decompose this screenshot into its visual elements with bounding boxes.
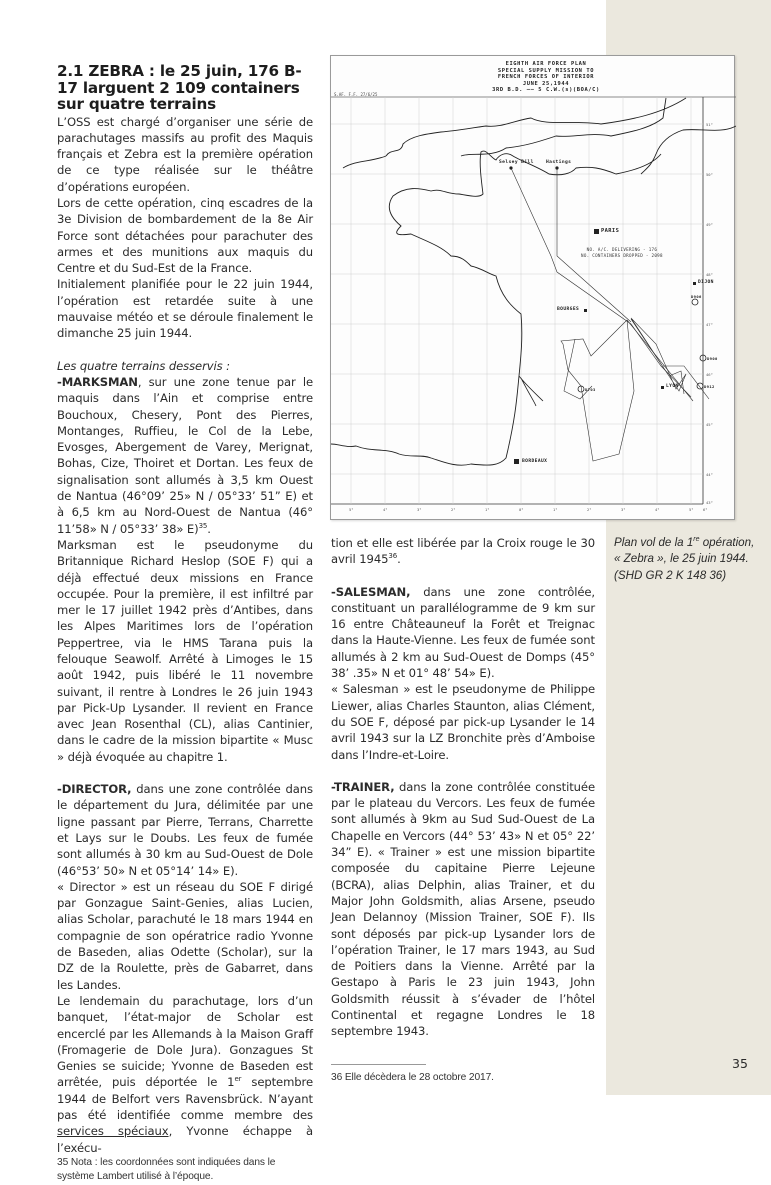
map-label-paris: PARIS — [601, 228, 620, 234]
footnote-ref-36[interactable]: 36 — [388, 552, 398, 561]
lat-tick: 47° — [706, 322, 713, 327]
map-title-line: SPECIAL SUPPLY MISSION TO — [497, 67, 595, 74]
map-delivery-note — [581, 247, 663, 259]
salesman-text: dans une zone contrôlée, constituant un parallélogramme de 9 km sur 16 entre Châteauneuf la Forêt et Treignac dans la Haute-Vienne. Les feux de fumée sont allumés à 2 km au Sud-Ouest de Domps (45° 38’ .35» N et 01° 48’ 54» E). — [331, 584, 595, 681]
lat-tick: 48° — [706, 272, 713, 277]
map-title-line: FRENCH FORCES OF INTERIOR — [497, 74, 595, 81]
flight-plan-map — [330, 55, 735, 520]
lon-tick: 5° — [689, 507, 694, 512]
map-label-dijon: DIJON — [698, 280, 714, 285]
lon-tick: 1° — [485, 507, 490, 512]
director-bio-2-b: septembre 1944 de Belfort vers Ravensbrück. N’ayant pas été identifiée comme membre des — [57, 1075, 313, 1123]
lat-tick: 43° — [706, 500, 713, 505]
lat-tick: 51° — [706, 122, 713, 127]
director-bio-1: « Director » est un réseau du SOE F dirigé par Gonzague Saint-Genies, alias Lucien, alias Scholar, parachuté le 18 mars 1944 en compagnie de son opératrice radio Yvonne de Baseden, alias Odette (Scholar), sur la DZ de la Roulette, près de Gabarret, dans les Landes. — [57, 879, 313, 992]
trainer-text: dans la zone contrôlée constituée par le plateau du Vercors. Les feux de fumée sont allumés à 9km au Sud Sud-Ouest de La Chapelle en Vercors (44° 53’ 43» N et 05° 22’ 34” E). « Trainer » est une mission bipartite composée du capitaine Pierre Lejeune (BCRA), alias Delphin, alias Trainer, et du Major John Goldsmith, alias Arsene, pseudo Jean Delannoy (Mission Trainer, SOE F). Ils sont déposés par pick-up Lysander lors de l’opération Trainer, le 17 mars 1943, au Sud de Poitiers dans la Vienne. Arrêté par la Gestapo à Paris le 23 juin 1943, John Goldsmith réussit à s’évader de l’hôtel Continental et regagne Londres le 18 septembre 1943. — [331, 779, 595, 1039]
marksman-label: -MARKSMAN — [57, 374, 138, 389]
map-caption — [614, 535, 759, 584]
lon-tick: 4° — [655, 507, 660, 512]
map-label-selsey: Selsey Bill — [499, 160, 534, 165]
director-bio-continuation: tion et elle est libérée par la Croix rouge le 30 avril 1945$^{36}$. — [331, 536, 595, 567]
marksman-text: , sur une zone tenue par le maquis dans l’Ain et comprise entre Bouchoux, Chesery, Pont des Pierres, Montanges, Ruffieu, le Col de la Lebe, Evosges, Abergement de Varey, Merignat, Bohas, Cize, Thoiret et Dortan. Les feux de signalisation sont allumés à 3,5 km Ouest de Nantua (46°09’ 25» N / 05°33’ 51” E) et à 6,5 km au Nord-Ouest de Nantua (46° 11’58» N / 05°33’ 38» E) — [57, 374, 313, 536]
map-title-line: JUNE 25,1944 — [522, 80, 570, 87]
trainer-paragraph — [331, 779, 595, 1040]
lon-tick: 6° — [703, 507, 708, 512]
lat-tick: 44° — [706, 472, 713, 477]
map-note-line: NO. A/C. DELIVERING - 176 — [586, 247, 658, 252]
left-column — [57, 63, 313, 1185]
map-label-dz-d900: D900 — [707, 356, 718, 361]
map-label-bordeaux: BORDEAUX — [522, 459, 548, 464]
map-label-hastings: Hastings — [546, 160, 572, 165]
director-bio-cont-text: tion et elle est libérée par la Croix rouge le 30 avril 1945 — [331, 536, 595, 567]
map-title-line: EIGHTH AIR FORCE PLAN — [505, 61, 587, 67]
caption-ordinal: re — [693, 536, 700, 544]
ordinal-sup: er — [234, 1075, 242, 1084]
lon-tick: 4° — [383, 507, 388, 512]
director-text: dans une zone contrôlée dans le département du Jura, délimitée par une ligne passant par Pierre, Terrans, Charrette et Lays sur le Doubs. Les feux de fumée sont allumés à 30 km au Sud-Ouest de Dole (46°53’ 50» N et 05°14’ 14» E). — [57, 782, 313, 878]
lon-tick: 2° — [451, 507, 456, 512]
director-label: -DIRECTOR, — [57, 782, 132, 797]
lon-tick: 0° — [519, 507, 524, 512]
salesman-bio: « Salesman » est le pseudonyme de Philippe Liewer, alias Charles Staunton, alias Clément, du SOE F, déposé par pick-up Lysander le 14 avril 1943 sur la LZ Bronchite près d’Amboise dans l’Indre-et-Loire. — [331, 682, 595, 762]
lat-tick: 50° — [706, 172, 713, 177]
lon-tick: 5° — [349, 507, 354, 512]
trainer-label: -TRAINER, — [331, 779, 395, 794]
lat-tick: 46° — [706, 372, 713, 377]
map-label-dz-d906: D906 — [691, 294, 702, 299]
terrains-subheading: Les quatre terrains desservis : — [57, 358, 230, 373]
map-title — [451, 61, 641, 94]
salesman-paragraph — [331, 584, 595, 682]
map-label-lyon: LYON — [666, 384, 679, 389]
intro-paragraph-2: Lors de cette opération, cinq escadres de la 3e Division de bombardement de la 8e Air Force sont détachées pour parachuter des armes et des munitions aux maquis du Centre et du Sud-Est de la France. — [57, 195, 313, 276]
lon-tick: 2° — [587, 507, 592, 512]
lat-tick: 49° — [706, 222, 713, 227]
lon-tick: 3° — [621, 507, 626, 512]
section-heading: 2.1 ZEBRA : le 25 juin, 176 B-17 larguent 2 109 containers sur quatre terrains — [57, 62, 302, 113]
map-note-line: NO. CONTAINERS DROPPED - 2098 — [581, 253, 663, 258]
map-reference: S.AF. F.F. 27/6/25 — [334, 92, 378, 97]
services-speciaux-link[interactable]: services spéciaux — [57, 1124, 169, 1139]
director-bio-2-c: , Yvonne échappe à l’exécu- — [57, 1124, 313, 1155]
map-drawing — [331, 56, 736, 521]
map-label-dz-d703: D703 — [585, 387, 596, 392]
director-paragraph — [57, 781, 313, 879]
intro-paragraph-1: L’OSS est chargé d’organiser une série de parachutages massifs au profit des Maquis français et Zebra est la première opération de ce type réalisée sur le théâtre d’opérations européen. — [57, 114, 313, 194]
marksman-paragraph: -MARKSMAN, sur une zone tenue par le maquis dans l’Ain et comprise entre Bouchoux, Chesery, Pont des Pierres, Montanges, Ruffieu, le Col de la Lebe, Evosges, Abergement de Varey, Merignat, Bohas, Cize, Thoiret et Dortan. Les feux de signalisation sont allumés à 3,5 km Ouest de Nantua (46°09’ 25» N / 05°33’ 51” E) et à 6,5 km au Nord-Ouest de Nantua (46° 11’58» N / 05°33’ 38» E)$^{35}$. — [57, 374, 313, 536]
caption-text-b: opération, « Zebra », le 25 juin 1944. (SHD GR 2 K 148 36) — [614, 536, 755, 582]
footnote-35: 35 Nota : les coordonnées sont indiquées dans le système Lambert utilisé à l’époque. — [57, 1156, 276, 1183]
salesman-label: -SALESMAN, — [331, 584, 411, 599]
lon-tick: 3° — [417, 507, 422, 512]
director-bio-2-a: Le lendemain du parachutage, lors d’un banquet, l’état-major de Scholar est encerclé par les Allemands à la Maison Graff (Fromagerie de Dole Jura). Gonzagues St Genies se suicide; Yvonne de Baseden est arrêtée, puis déportée le 1 — [57, 993, 313, 1090]
marksman-bio: Marksman est le pseudonyme du Britannique Richard Heslop (SOE F) qui a déjà effectué deux missions en France occupée. Pour la première, il est infiltré par mer le 17 juillet 1942 près d’Antibes, dans les Alpes Maritimes lors de l’opération Peppertree, via le HMS Tarana puis la felouque Seawolf. Arrêté à Limoges le 15 août 1942, puis libéré le 11 novembre suivant, il rentre à Londres le 26 juin 1943 par Pick-Up Lysander. Il revient en France avec Jean Rosenthal (CL), alias Cantinier, dans le cadre de la mission bipartite « Musc » déjà évoquée au chapitre 1. — [57, 537, 313, 764]
map-label-dz-d912: D912 — [704, 384, 715, 389]
page-number: 35 — [732, 1056, 748, 1071]
middle-column — [331, 535, 595, 1085]
map-label-bourges: BOURGES — [557, 307, 580, 312]
footnote-ref-35[interactable]: 35 — [198, 521, 208, 530]
map-title-line: 3RD B.D. —— 5 C.W.(s)(BOA/C) — [492, 87, 600, 94]
lon-tick: 1° — [553, 507, 558, 512]
director-bio-2 — [57, 993, 313, 1156]
intro-paragraph-3: Initialement planifiée pour le 22 juin 1944, l’opération est retardée suite à une mauvaise météo et se déroule finalement le dimanche 25 juin 1944. — [57, 277, 313, 341]
footnote-36: 36 Elle décèdera le 28 octobre 2017. — [331, 1071, 494, 1083]
lat-tick: 45° — [706, 422, 713, 427]
caption-text-a: Plan vol de la 1 — [614, 536, 694, 549]
footnote-divider — [331, 1064, 426, 1065]
